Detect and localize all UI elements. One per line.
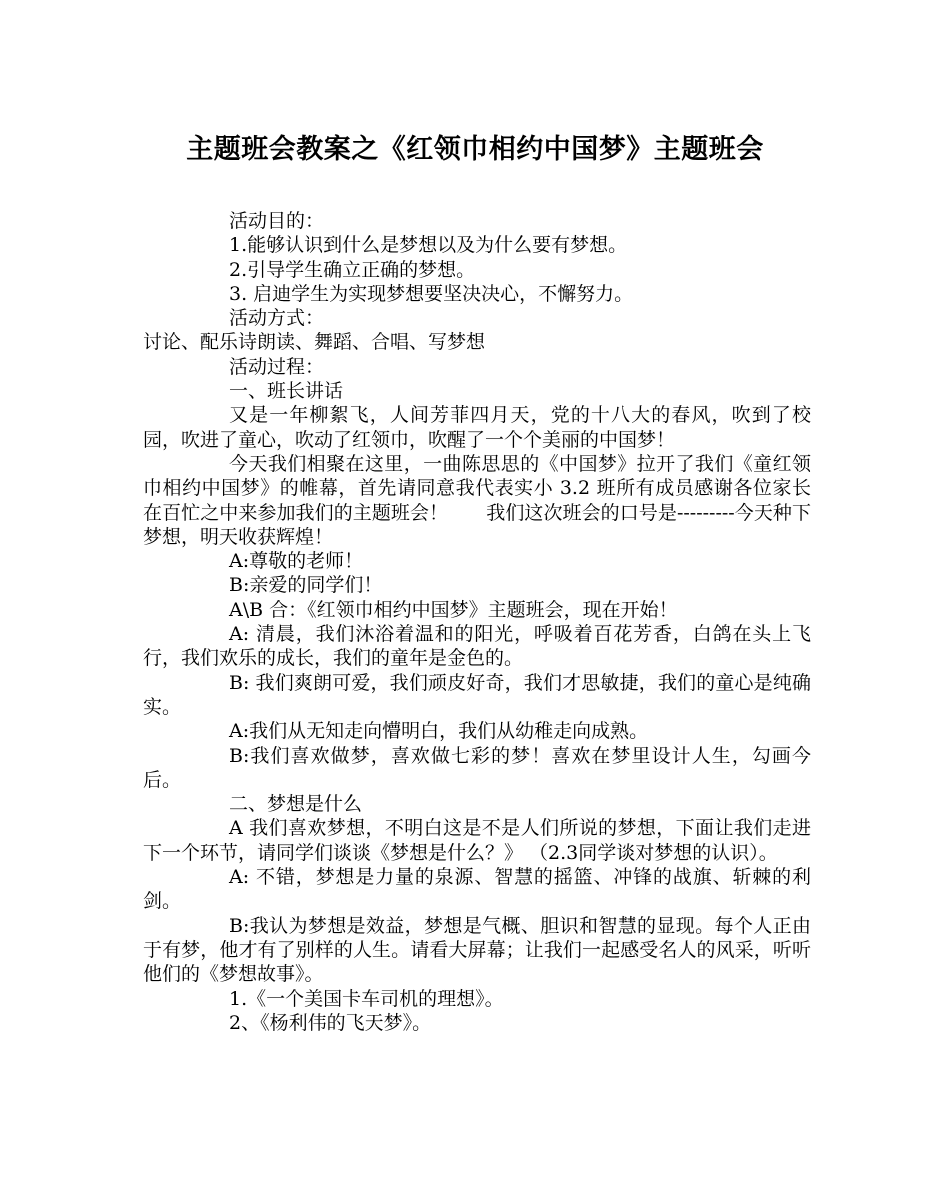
dialogue-line: A: 清晨，我们沐浴着温和的阳光，呼吸着百花芳香，白鸽在头上飞行，我们欢乐的成长，我们的童年是金色的。 <box>143 623 811 670</box>
section-heading-1: 一、班长讲话 <box>229 380 344 403</box>
story-item-2: 2、《杨利伟的飞天梦》。 <box>229 1011 432 1034</box>
heading-activity-goal: 活动目的： <box>229 210 325 232</box>
dialogue-line: A 我们喜欢梦想，不明白这是不是人们所说的梦想，下面让我们走进下一个环节，请同学们谈谈《梦想是什么？》 （2.3同学谈对梦想的认识）。 <box>143 817 811 864</box>
dialogue-line: A: 不错，梦想是力量的泉源、智慧的摇篮、冲锋的战旗、斩棘的利剑。 <box>143 866 811 913</box>
dialogue-line: B: 我们爽朗可爱，我们顽皮好奇，我们才思敏捷，我们的童心是纯确实。 <box>143 671 811 718</box>
story-item-1: 1.《一个美国卡车司机的理想》。 <box>229 987 504 1010</box>
activity-method-text: 讨论、配乐诗朗读、舞蹈、合唱、写梦想 <box>143 331 486 354</box>
goal-item-1: 1.能够认识到什么是梦想以及为什么要有梦想。 <box>229 234 628 257</box>
dialogue-line: A\B 合：《红领巾相约中国梦》主题班会，现在开始！ <box>229 598 678 621</box>
document-title: 主题班会教案之《红领巾相约中国梦》主题班会 <box>186 134 764 165</box>
document-body <box>143 209 811 1035</box>
goal-item-3: 3. 启迪学生为实现梦想要坚决决心，不懈努力。 <box>229 282 634 305</box>
dialogue-line: A:我们从无知走向懵明白，我们从幼稚走向成熟。 <box>229 720 649 743</box>
heading-activity-process: 活动过程： <box>229 355 325 378</box>
dialogue-line: B:亲爱的同学们！ <box>229 574 383 597</box>
dialogue-line: A:尊敬的老师！ <box>229 550 364 573</box>
paragraph: 今天我们相聚在这里，一曲陈思思的《中国梦》拉开了我们《童红领巾相约中国梦》的帷幕，首先请同意我代表实小 3.2 班所有成员感谢各位家长在百忙之中来参加我们的主题班会！ 我们这次班会的口号是---------今天种下梦想，明天收获辉煌！ <box>143 452 811 548</box>
dialogue-line: B:我们喜欢做梦，喜欢做七彩的梦！喜欢在梦里设计人生，勾画今后。 <box>143 744 811 791</box>
paragraph: 又是一年柳絮飞，人间芳菲四月天，党的十八大的春风，吹到了校园，吹进了童心，吹动了红领巾，吹醒了一个个美丽的中国梦！ <box>143 404 811 451</box>
goal-item-2: 2.引导学生确立正确的梦想。 <box>229 258 476 281</box>
dialogue-line: B:我认为梦想是效益，梦想是气概、胆识和智慧的显现。每个人正由于有梦，他才有了别样的人生。请看大屏幕；让我们一起感受名人的风采，听听他们的《梦想故事》。 <box>143 914 811 986</box>
heading-activity-method: 活动方式： <box>229 307 325 330</box>
section-heading-2: 二、梦想是什么 <box>229 793 363 816</box>
